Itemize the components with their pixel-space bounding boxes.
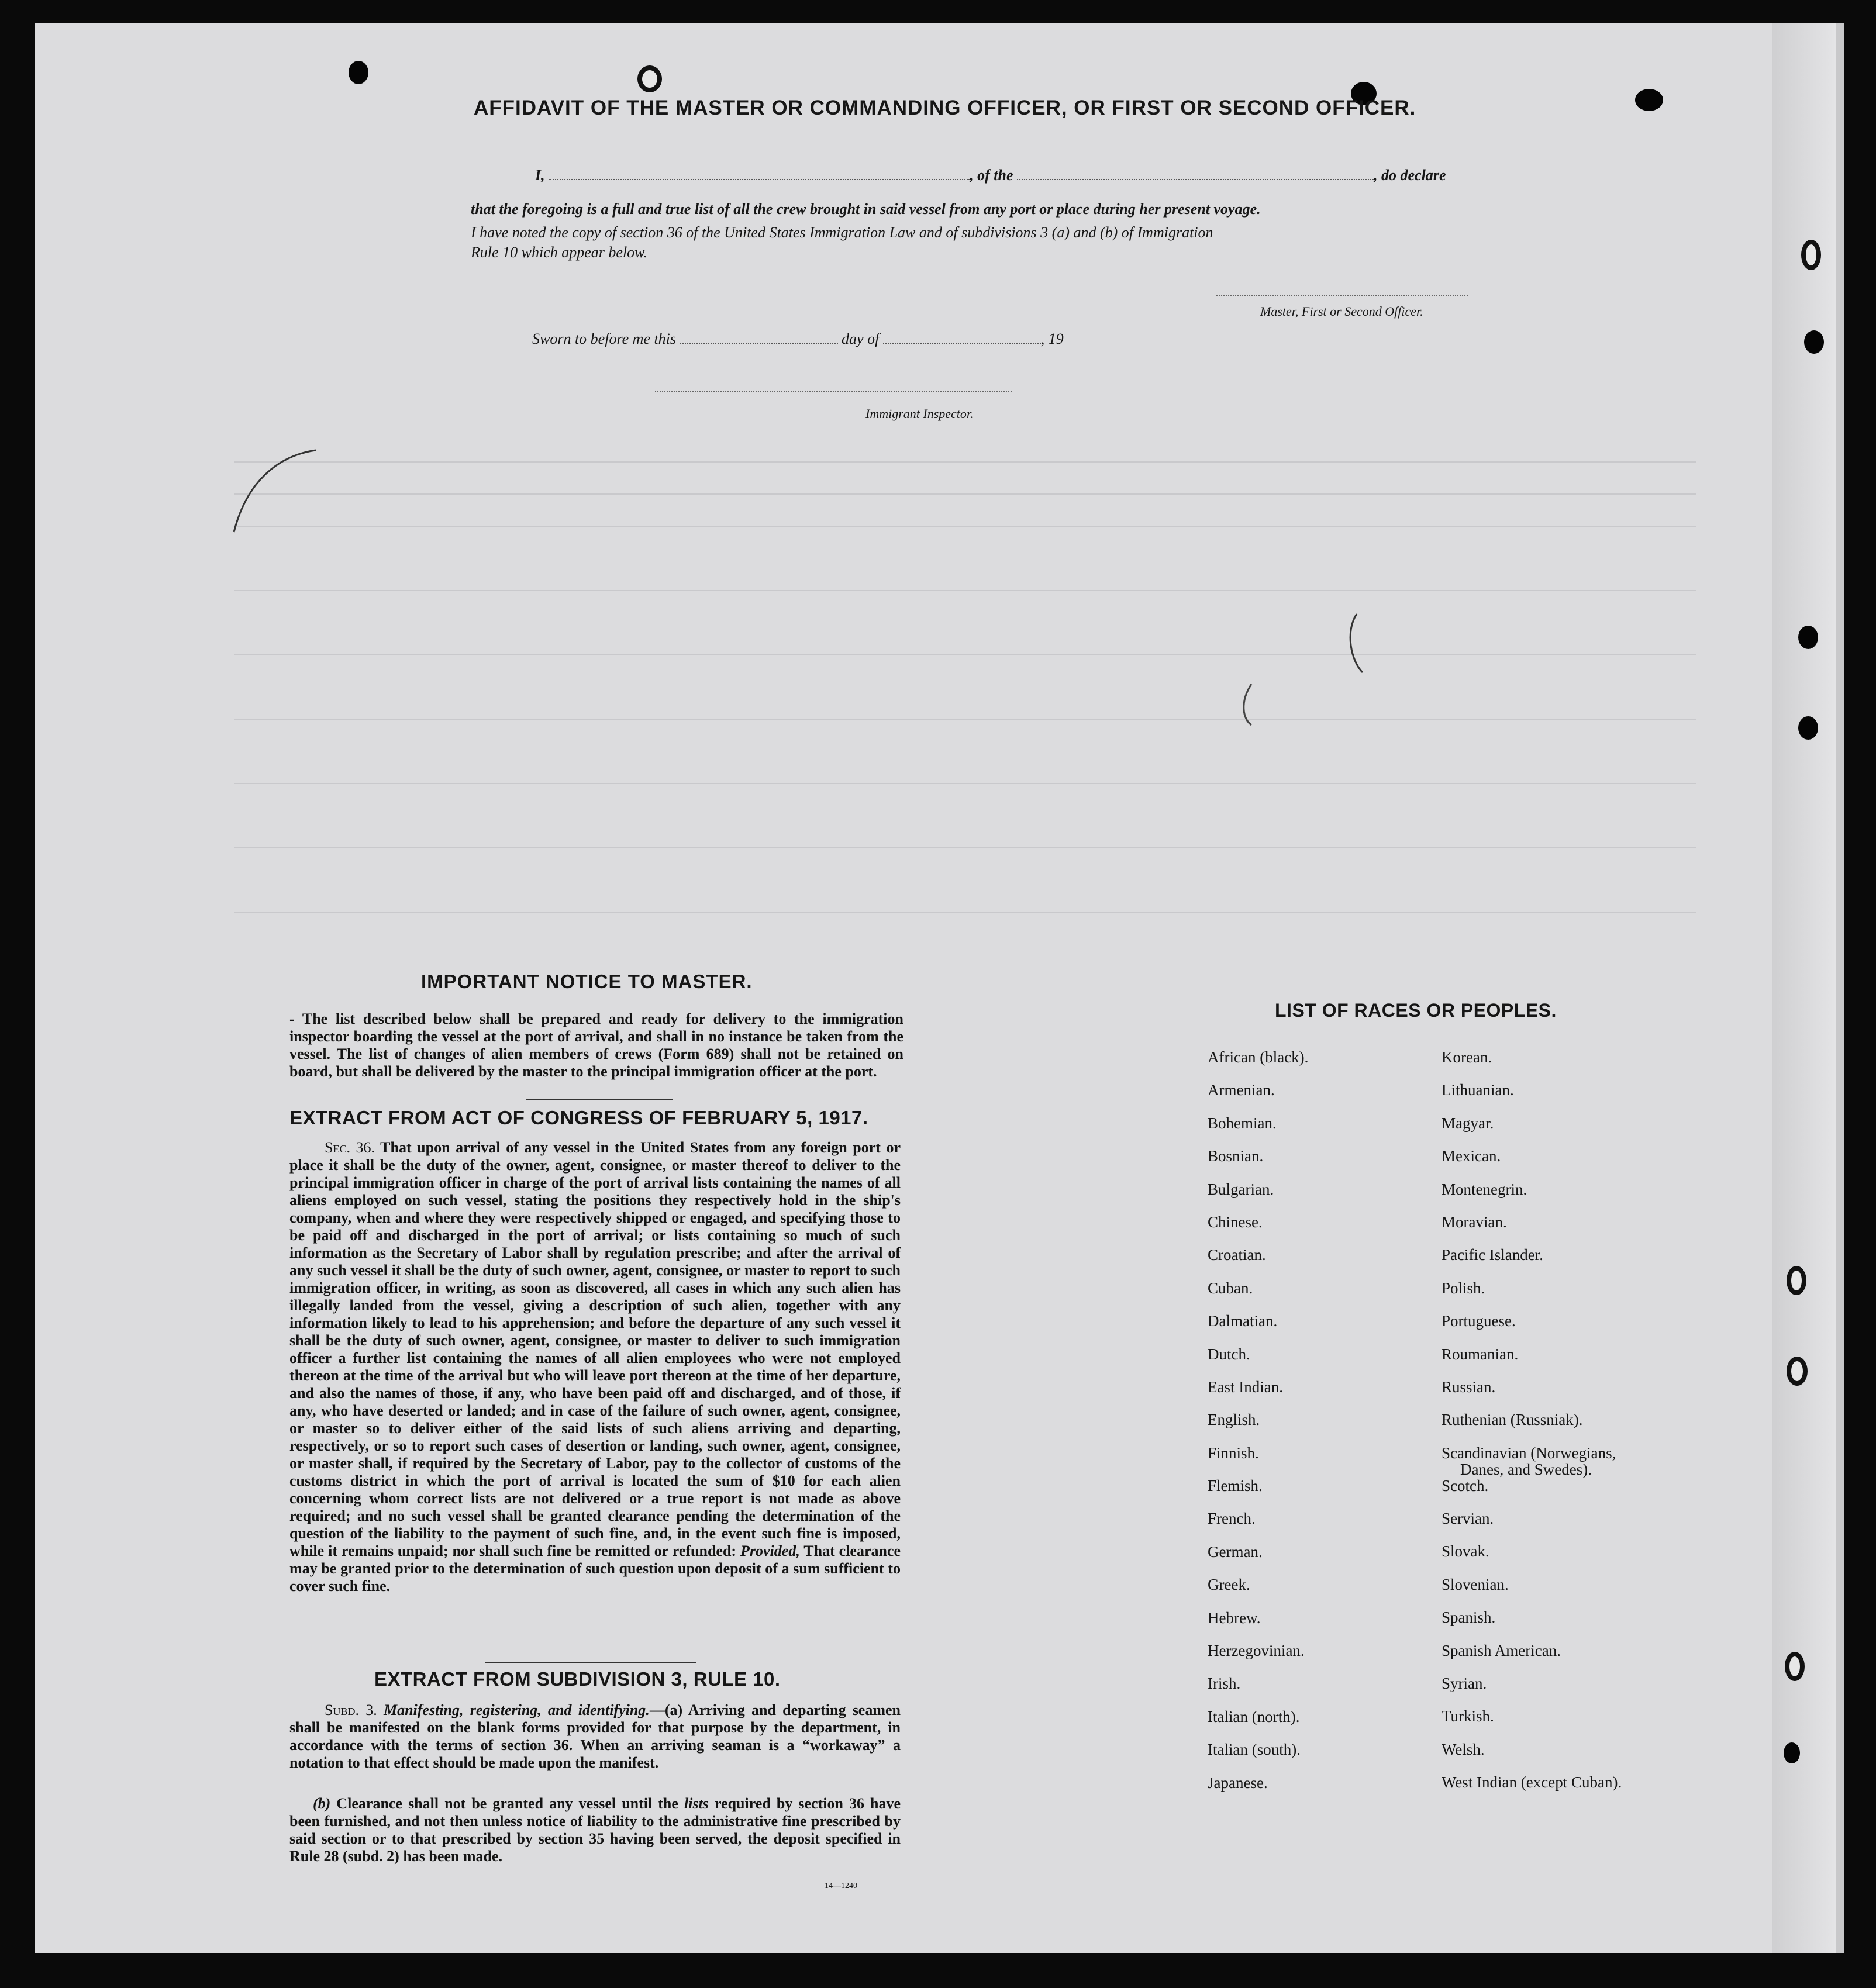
race-item: Spanish American. [1442,1641,1561,1659]
race-item: Irish. [1208,1675,1241,1693]
notice-rule [526,1099,673,1100]
rule-subd-b-text [289,1795,901,1865]
subd-b-body-1: Clearance shall not be granted any vessel until the [336,1795,678,1812]
race-item: French. [1208,1510,1256,1528]
race-item: German. [1208,1542,1263,1561]
race-item: Italian (north). [1208,1707,1300,1725]
race-item: English. [1208,1411,1260,1429]
race-item: Finnish. [1208,1444,1259,1462]
affidavit-title: AFFIDAVIT OF THE MASTER OR COMMANDING OFFICER, OR FIRST OR SECOND OFFICER. [474,96,1416,119]
race-item: Bosnian. [1208,1147,1264,1165]
race-item: Moravian. [1442,1213,1507,1231]
master-signature-caption: Master, First or Second Officer. [1260,304,1423,319]
vessel-name-blank[interactable] [1017,179,1374,180]
inspector-signature-line[interactable] [655,391,1012,392]
form-number: 14—1240 [825,1882,857,1890]
notice-text: - The list described below shall be prepared and ready for delivery to the immigration inspector boarding the vessel at the port of arrival, and shall in no instance be taken from the vessel. The list of changes of alien members of crews (Form 689) shall not be retained on board, but shall be delivered by the master to the principal immigration officer at the port. [289,1010,903,1080]
provided-body: That clearance may be granted prior to the determination of such question upon deposit of a sum sufficient to cover such fine. [289,1542,901,1594]
race-item: Ruthenian (Russniak). [1442,1411,1583,1429]
race-item: Polish. [1442,1279,1485,1297]
race-item: Flemish. [1208,1477,1263,1495]
race-item: Croatian. [1208,1246,1266,1264]
sworn-day-blank[interactable] [680,343,838,344]
race-item: Korean. [1442,1048,1492,1066]
sworn-label: Sworn to before me this [532,330,677,347]
affidavit-declare-label: , do declare [1374,167,1446,184]
provided-label: Provided, [740,1542,800,1559]
race-item: Turkish. [1442,1707,1494,1725]
race-item: Portuguese. [1442,1312,1516,1330]
race-item: Cuban. [1208,1279,1253,1297]
race-item: Spanish. [1442,1609,1496,1627]
officer-name-blank[interactable] [549,179,970,180]
notice-heading: IMPORTANT NOTICE TO MASTER. [421,971,753,992]
race-item: Dutch. [1208,1345,1250,1363]
race-item: Hebrew. [1208,1609,1261,1627]
race-item: Italian (south). [1208,1741,1301,1759]
year-label: , 19 [1040,330,1064,347]
race-item: Roumanian. [1442,1345,1519,1363]
race-item: Scandinavian (Norwegians, [1442,1444,1616,1462]
subd-b-label: (b) [313,1795,331,1812]
affidavit-of-the-label: , of the [970,167,1013,184]
subd-title: Manifesting, registering, and identifying. [383,1701,650,1718]
race-item: East Indian. [1208,1378,1283,1396]
race-item: Welsh. [1442,1740,1485,1758]
section-label: Sec. 36. [325,1139,375,1156]
subd-a-body: —(a) Arriving and departing seamen shall be manifested on the blank forms provided for that purpose by the department, in accordance with the terms of section 36. When an arriving seaman is a “workaway” a notation to that effect should be made upon the manifest. [289,1701,901,1771]
subd-b-lists: lists [684,1795,709,1812]
master-signature-line[interactable] [1216,295,1468,296]
race-item: Servian. [1442,1510,1494,1528]
act-text [289,1139,901,1595]
sworn-month-blank[interactable] [883,343,1041,344]
race-item: Dalmatian. [1208,1312,1278,1330]
affidavit-line-2: that the foregoing is a full and true list of all the crew brought in said vessel from any port or place during her present voyage. [471,201,1261,218]
races-left-column [1208,1041,1308,1799]
race-item: Danes, and Swedes). [1460,1460,1592,1478]
race-item: Slovenian. [1442,1575,1509,1593]
affidavit-line-3: I have noted the copy of section 36 of the United States Immigration Law and of subdivisions 3 (a) and (b) of Immigration [471,224,1213,241]
races-right-column [1442,1041,1622,1799]
affidavit-declaration-line [535,167,1446,184]
race-item: Montenegrin. [1442,1180,1527,1198]
race-item: Chinese. [1208,1213,1263,1231]
affidavit-line-4: Rule 10 which appear below. [471,244,648,261]
race-item: Herzegovinian. [1208,1642,1305,1660]
race-item: Armenian. [1208,1081,1275,1099]
race-item: Pacific Islander. [1442,1246,1543,1264]
inspector-signature-caption: Immigrant Inspector. [865,406,974,421]
affidavit-i-label: I, [535,167,545,184]
rule-subd-a-text [289,1701,901,1772]
section-body: That upon arrival of any vessel in the United States from any foreign port or place it shall be the duty of the owner, agent, consignee, or master thereof to deliver to the principal immigration officer in charge of the port of arrival lists containing the names of all aliens employed on such vessel, stating the positions they respectively hold in the ship's company, when and where they were respectively shipped or engaged, and specifying those to be paid off and discharged in the port of arrival; or lists containing so much of such information as the Secretary of Labor shall by regulation prescribe; and after the arrival of any such vessel it shall be the duty of such owner, agent, consignee, or master to report to such immigration officer, in writing, as soon as discovered, all cases in which any such alien has illegally landed from the vessel, giving a description of such alien, together with any information likely to lead to his apprehension; and before the departure of any such vessel it shall be the duty of such owner, agent, consignee, or master to deliver to such immigration officer a further list containing the names of all alien employees who were not employed thereon at the time of the arrival but who will leave port thereon at the time of her departure, and also the names of those, if any, who have been paid off and discharged, and of those, if any, who have deserted or landed; and in case of the failure of such owner, agent, consignee, or master so to deliver either of the said lists of such aliens arriving and departing, respectively, or so to report such cases of desertion or landing, such owner, agent, consignee, or master shall, if required by the Secretary of Labor, pay to the collector of customs of the customs district in which the port of arrival is located the sum of $10 for each alien concerning whom correct lists are not delivered or a true report is not made as above required; and no such vessel shall be granted clearance pending the determination of the question of the liability to the payment of such fine, and, in the event such fine is imposed, while it remains unpaid; nor shall such fine be remitted or refunded: [289,1139,901,1559]
subd-b-body-2: required by section 36 have been furnished, and not then unless notice of liability to the administrative fine prescribed by said section or to that prescribed by section 35 having been served, the deposit specified in Rule 28 (subd. 2) has been made. [289,1795,901,1865]
race-item: Lithuanian. [1442,1081,1514,1099]
race-item: Japanese. [1208,1773,1268,1792]
race-item: Bohemian. [1208,1114,1277,1132]
day-of-label: day of [842,330,880,347]
race-item: Greek. [1208,1576,1250,1594]
race-item: Russian. [1442,1378,1496,1396]
act-heading: EXTRACT FROM ACT OF CONGRESS OF FEBRUARY 5, 1917. [289,1107,868,1128]
race-item: Syrian. [1442,1675,1487,1693]
races-heading: LIST OF RACES OR PEOPLES. [1275,1000,1557,1021]
race-item: West Indian (except Cuban). [1442,1773,1622,1792]
race-item: Bulgarian. [1208,1180,1274,1198]
rule-heading: EXTRACT FROM SUBDIVISION 3, RULE 10. [374,1668,781,1690]
act-rule [485,1662,696,1663]
subd-label: Subd. 3. [325,1701,377,1718]
race-item: Slovak. [1442,1542,1489,1561]
race-item: Magyar. [1442,1114,1494,1132]
race-item: Mexican. [1442,1147,1501,1165]
sworn-line [532,330,1064,348]
race-item: African (black). [1208,1048,1309,1066]
race-item: Scotch. [1442,1476,1489,1495]
